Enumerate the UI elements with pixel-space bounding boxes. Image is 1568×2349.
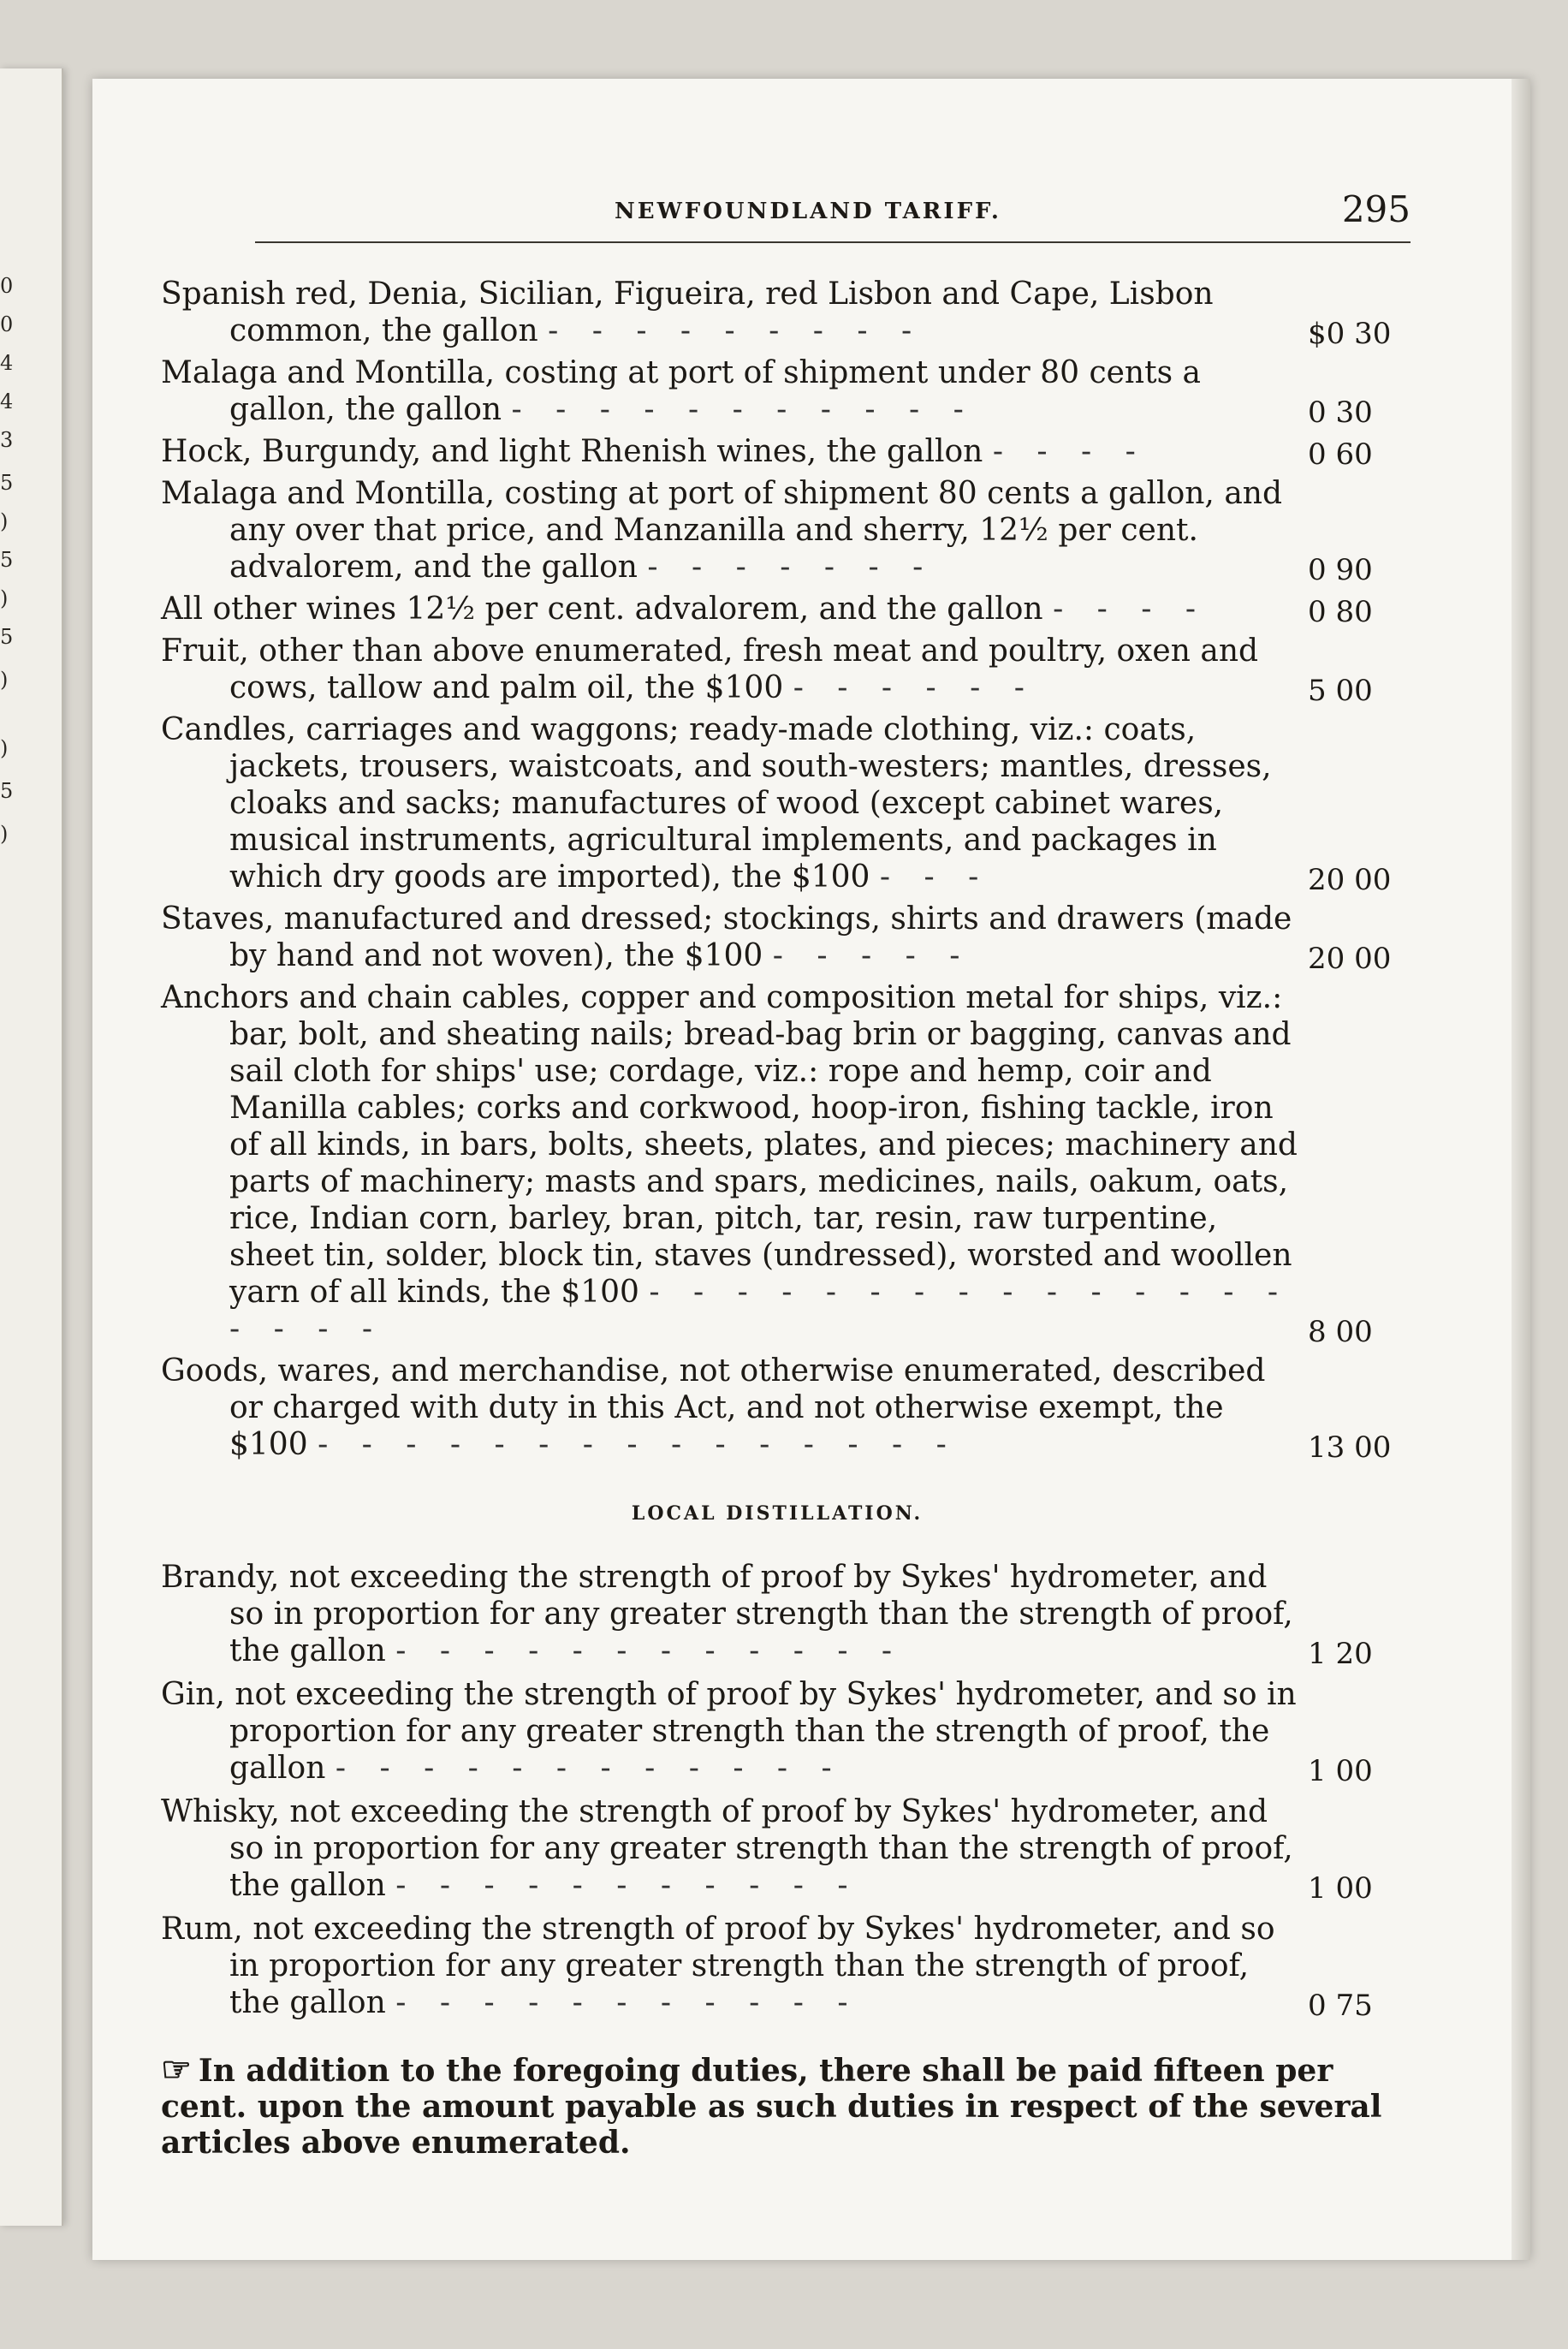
- dot-leader: - - - - - -: [793, 670, 1036, 705]
- page-number: 295: [1341, 188, 1411, 230]
- margin-char: 4: [0, 390, 14, 413]
- margin-char: 5: [0, 779, 14, 803]
- margin-char: 5: [0, 625, 14, 649]
- duty-rate: 5 00: [1308, 674, 1373, 708]
- page-edge-shadow: [1512, 79, 1530, 2260]
- dot-leader: - - - - - - - - - - -: [395, 1868, 860, 1903]
- duty-rate: 13 00: [1308, 1430, 1392, 1465]
- dot-leader: - - - - - - - - - - -: [511, 392, 976, 427]
- entry-text: Goods, wares, and merchandise, not otherwise enumerated, described or charged with duty in this Act, and not otherwise exempt, the $100: [161, 1353, 1266, 1462]
- duty-rate: 0 30: [1308, 395, 1373, 430]
- entry-text: Hock, Burgundy, and light Rhenish wines, the gallon: [161, 434, 983, 469]
- entry-text: Brandy, not exceeding the strength of proof by Sykes' hydrometer, and so in proportion for any greater strength than the strength of proof, the gallon: [161, 1560, 1293, 1668]
- margin-char: ): [0, 586, 9, 610]
- tariff-entry: [161, 979, 1393, 1347]
- duty-rate: 0 75: [1308, 1989, 1373, 2023]
- tariff-entry: [161, 276, 1393, 349]
- entry-text: Malaga and Montilla, costing at port of shipment under 80 cents a gallon, the gallon: [161, 355, 1201, 427]
- entry-text: Fruit, other than above enumerated, fresh meat and poultry, oxen and cows, tallow and palm oil, the $100: [161, 633, 1259, 705]
- footnote: [161, 2049, 1393, 2161]
- footnote-text: In addition to the foregoing duties, there shall be paid fifteen per cent. upon the amount payable as such duties in respect of the several articles above enumerated.: [161, 2053, 1382, 2161]
- tariff-entry: [161, 1353, 1393, 1463]
- dot-leader: - - - -: [992, 434, 1148, 469]
- tariff-entry: [161, 475, 1393, 586]
- dot-leader: - - - - - - - - - - -: [395, 1985, 860, 2020]
- section-heading: LOCAL DISTILLATION.: [631, 1502, 924, 1525]
- duty-rate: $0 30: [1308, 317, 1392, 351]
- margin-char: ): [0, 668, 9, 692]
- duty-rate: 0 60: [1308, 437, 1373, 472]
- pointing-hand-icon: ☞: [161, 2049, 192, 2090]
- duty-rate: 20 00: [1308, 942, 1392, 976]
- entry-text: Anchors and chain cables, copper and composition metal for ships, viz.: bar, bolt, and sheating nails; bread-bag brin or bagging, canvas and sail cloth for ships' use; cordage, viz.: rope and hemp, coir and Manilla cables; corks and corkwood, hoop-iron, fishing tackle, iron of all kinds, in bars, bolts, sheets, plates, and pieces; machinery and parts of machinery; masts and spars, medicines, nails, oakum, oats, rice, Indian corn, barley, bran, pitch, tar, resin, raw turpentine, sheet tin, solder, block tin, staves (undressed), worsted and woollen yarn of all kinds, the $100: [161, 980, 1298, 1310]
- dot-leader: - - - - - - -: [647, 550, 935, 585]
- dot-leader: - - - - - - - - -: [548, 313, 924, 348]
- entry-text: Gin, not exceeding the strength of proof by Sykes' hydrometer, and so in proportion for any greater strength than the strength of proof, the gallon: [161, 1677, 1297, 1786]
- margin-char: ): [0, 822, 9, 846]
- page-header: [255, 190, 1411, 243]
- distillation-entry: [161, 1911, 1393, 2021]
- duty-rate: 0 90: [1308, 553, 1373, 587]
- duty-rate: 8 00: [1308, 1315, 1373, 1349]
- margin-char: ): [0, 736, 9, 760]
- dot-leader: - - - - - - - - - - - - - - -: [318, 1427, 959, 1462]
- duty-rate: 20 00: [1308, 863, 1392, 897]
- previous-page-edge: [0, 68, 63, 2226]
- duty-rate: 1 00: [1308, 1754, 1373, 1788]
- margin-char: ): [0, 509, 9, 533]
- dot-leader: - - - - -: [772, 938, 972, 973]
- dot-leader: - - -: [879, 859, 991, 895]
- entry-text: Whisky, not exceeding the strength of proof by Sykes' hydrometer, and so in proportion for any greater strength than the strength of proof, the gallon: [161, 1794, 1293, 1903]
- margin-char: 0: [0, 274, 14, 298]
- dot-leader: - - - -: [1053, 592, 1209, 627]
- entry-text: Rum, not exceeding the strength of proof by Sykes' hydrometer, and so in proportion for any greater strength than the strength of proof, the gallon: [161, 1912, 1275, 2020]
- tariff-entry: [161, 711, 1393, 895]
- margin-char: 4: [0, 351, 14, 375]
- tariff-entry: [161, 433, 1393, 470]
- margin-char: 5: [0, 548, 14, 572]
- book-page: [92, 79, 1530, 2260]
- duty-rate: 1 20: [1308, 1637, 1373, 1671]
- entry-text: Candles, carriages and waggons; ready-made clothing, viz.: coats, jackets, trousers, waistcoats, and south-westers; mantles, dresses, cloaks and sacks; manufactures of wood (except cabinet wares, musical instruments, agricultural implements, and packages in which dry goods are imported), the $100: [161, 712, 1272, 895]
- distillation-entry: [161, 1559, 1393, 1669]
- tariff-list: [161, 276, 1393, 2161]
- entry-text: Malaga and Montilla, costing at port of shipment 80 cents a gallon, and any over that price, and Manzanilla and sherry, 12½ per cent. advalorem, and the gallon: [161, 476, 1283, 585]
- tariff-entry: [161, 354, 1393, 428]
- distillation-entry: [161, 1793, 1393, 1904]
- dot-leader: - - - - - - - - - - - -: [395, 1633, 905, 1668]
- dot-leader: - - - - - - - - - - - - - - - - - - -: [229, 1275, 1291, 1347]
- duty-rate: 0 80: [1308, 595, 1373, 629]
- duty-rate: 1 00: [1308, 1871, 1373, 1906]
- entry-text: Spanish red, Denia, Sicilian, Figueira, red Lisbon and Cape, Lisbon common, the gallon: [161, 277, 1214, 348]
- tariff-entry: [161, 633, 1393, 706]
- margin-char: 5: [0, 471, 14, 495]
- entry-text: All other wines 12½ per cent. advalorem, and the gallon: [161, 592, 1043, 627]
- tariff-entry: [161, 901, 1393, 974]
- running-head: NEWFOUNDLAND TARIFF.: [615, 199, 1001, 224]
- margin-char: 0: [0, 312, 14, 336]
- margin-char: 3: [0, 428, 14, 452]
- tariff-entry: [161, 591, 1393, 627]
- dot-leader: - - - - - - - - - - - -: [335, 1751, 844, 1786]
- distillation-entry: [161, 1676, 1393, 1787]
- entry-text: Staves, manufactured and dressed; stockings, shirts and drawers (made by hand and not woven), the $100: [161, 901, 1292, 973]
